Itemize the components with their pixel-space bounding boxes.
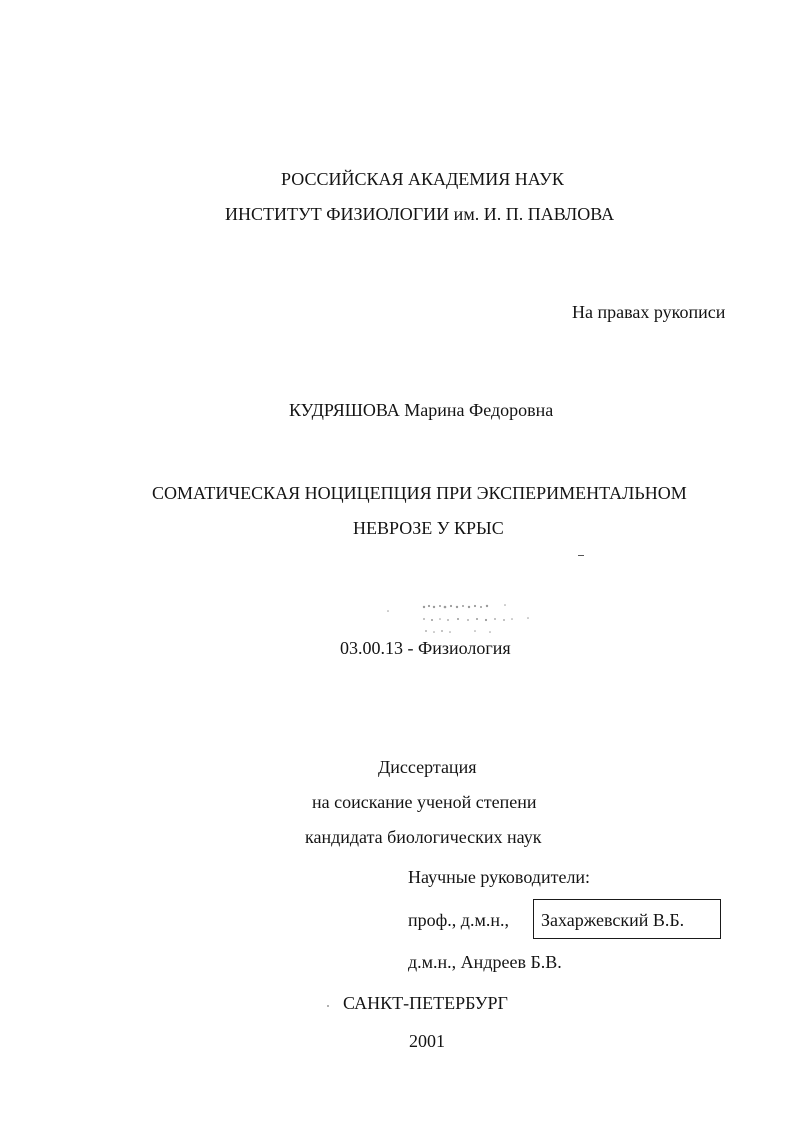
supervisors-heading: Научные руководители: (408, 867, 591, 887)
year: 2001 (409, 1031, 445, 1051)
specialty-code: 03.00.13 - Физиология (340, 638, 511, 658)
institute-name: ИНСТИТУТ ФИЗИОЛОГИИ им. И. П. ПАВЛОВА (225, 204, 615, 224)
city: САНКТ-ПЕТЕРБУРГ (343, 993, 508, 1013)
dissertation-label: Диссертация (378, 757, 477, 777)
scan-mark (578, 555, 584, 556)
degree-name: кандидата биологических наук (305, 827, 542, 847)
degree-purpose: на соискание ученой степени (312, 792, 537, 812)
rights-note: На правах рукописи (572, 302, 726, 322)
thesis-title-line-2: НЕВРОЗЕ У КРЫС (353, 518, 504, 538)
author-name: КУДРЯШОВА Марина Федоровна (289, 400, 554, 420)
supervisor-2: д.м.н., Андреев Б.В. (408, 952, 562, 972)
supervisor-1-title: проф., д.м.н., (408, 910, 509, 930)
supervisor-1-name: Захаржевский В.Б. (541, 910, 685, 930)
thesis-title-line-1: СОМАТИЧЕСКАЯ НОЦИЦЕПЦИЯ ПРИ ЭКСПЕРИМЕНТАЛЬНОМ (152, 483, 687, 503)
academy-name: РОССИЙСКАЯ АКАДЕМИЯ НАУК (281, 169, 564, 189)
scan-speck (327, 1005, 329, 1007)
